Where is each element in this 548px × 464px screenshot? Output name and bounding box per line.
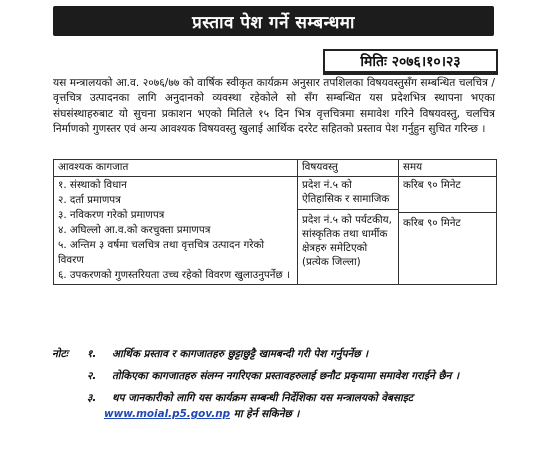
notice-paragraph: यस मन्त्रालयको आ.व. २०७६/७७ को वार्षिक स्वीकृत कार्यक्रम अनुसार तपशिलका विषयवस्तुसँग सम्बन्धित चलचित्र / वृत्तचित्र उत्पादनका लागि अनुदानको व्यवस्था रहेकोले सो सँग सम्बन्धित यस प्रदेशभित्र स्थापना भएका संघसंस्थाहरुबाट यो सुचना प्रकाशन भएको मितिले १५ दिन भित्र वृत्तचित्रमा समावेश गरिने विषयवस्तु, चलचित्र निर्माणको गुणस्तर एवं अन्य आवश्यक विषयवस्तु खुलाई आर्थिक दररेट सहितको प्रस्ताव पेश गर्नुहुन सुचित गरिन्छ ।	[53, 77, 495, 136]
table-header-row	[54, 160, 497, 177]
subject-item: प्रदेश नं.५ को पर्यटकीय, सांस्कृतिक तथा धार्मीक क्षेत्रहरु समेटिएको (प्रत्येक जिल्ला)	[298, 209, 398, 272]
document-item: ५. अन्तिम ३ वर्षमा चलचित्र तथा वृत्तचित्र उत्पादन गरेको विवरण	[58, 239, 265, 266]
notes-section	[52, 346, 502, 424]
documents-cell	[54, 177, 298, 285]
time-item: करिब ९० मिनेट	[399, 212, 496, 233]
subject-item: प्रदेश नं.५ को ऐतिहासिक र सामाजिक	[302, 179, 390, 205]
note-item	[52, 368, 502, 390]
website-link[interactable]: www.moial.p5.gov.np	[104, 408, 231, 420]
note-link-line	[104, 406, 299, 423]
note-item	[52, 390, 502, 406]
time-item: करिब ९० मिनेट	[403, 179, 461, 191]
note-number: २.	[87, 370, 97, 382]
header-time: समय	[399, 160, 497, 177]
times-cell	[399, 177, 497, 285]
note-item	[52, 346, 502, 368]
date-box: मितिः २०७६।१०।२३	[323, 49, 498, 75]
note-number: ३.	[87, 392, 97, 404]
table-row	[54, 177, 497, 285]
document-item: ३. नविकरण गरेको प्रमाणपत्र	[58, 209, 165, 221]
notes-label: नोटः	[52, 348, 68, 360]
note-text: आर्थिक प्रस्ताव र कागजातहरु छुट्टाछुट्टै खामबन्दी गरी पेश गर्नुपर्नेछ ।	[112, 348, 369, 360]
subjects-cell	[298, 177, 399, 285]
document-item: ६. उपकरणको गुणस्तरियता उच्च रहेको विवरण खुलाउनुपर्नेछ ।	[58, 269, 290, 281]
note-number: १.	[87, 348, 97, 360]
page-title: प्रस्ताव पेश गर्ने सम्बन्धमा	[53, 6, 494, 36]
note-text: थप जानकारीको लागि यस कार्यक्रम सम्बन्धी निर्देशिका यस मन्त्रालयको वेबसाइट	[112, 392, 414, 404]
document-item: २. दर्ता प्रमाणपत्र	[58, 194, 121, 206]
note-link-row	[52, 406, 502, 424]
note-text: तोकिएका कागजातहरु संलग्न नगरिएका प्रस्तावहरुलाई छनौट प्रकृयामा समावेश गराईने छैन ।	[112, 370, 460, 382]
link-suffix: मा हेर्न सकिनेछ ।	[230, 408, 300, 420]
document-item: १. संस्थाको विधान	[58, 179, 127, 191]
header-documents: आवश्यक कागजात	[54, 160, 298, 177]
header-subject: विषयवस्तु	[298, 160, 399, 177]
requirements-table	[53, 159, 497, 285]
document-item: ४. अघिल्लो आ.व.को करचुक्ता प्रमाणपत्र	[58, 224, 211, 236]
